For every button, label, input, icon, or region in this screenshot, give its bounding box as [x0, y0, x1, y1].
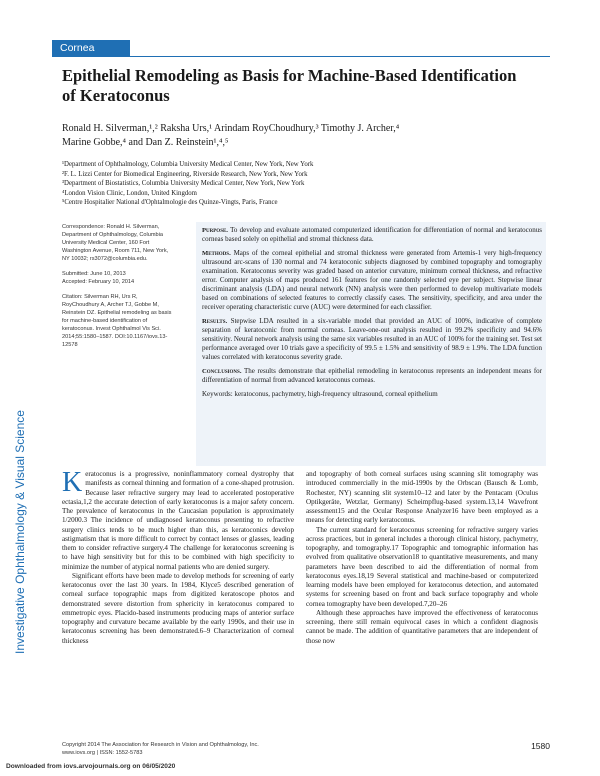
drop-cap: K	[62, 467, 83, 498]
affiliation: ⁵Centre Hospitalier National d'Ophtalmologie des Quinze-Vingts, Paris, France	[62, 199, 278, 206]
citation: Citation: Silverman RH, Urs R, RoyChoudhury A, Archer TJ, Gobbe M, Reinstein DZ. Epithelial remodeling as basis for machine-based identification of keratoconus. Invest Ophthalmol Vis Sci. 2014;55:1580–1587. DOI:10.1167/iovs.13-12578	[62, 294, 172, 348]
correspondence: Correspondence: Ronald H. Silverman, Department of Ophthalmology, Columbia University Medical Center, 160 Fort Washington Avenue, Room 711, New York, NY 10032; rs3072@columbia.edu.	[62, 224, 169, 262]
page-number: 1580	[531, 741, 550, 751]
download-notice: Downloaded from iovs.arvojournals.org on 06/05/2020	[6, 763, 176, 770]
purpose-label: Purpose.	[202, 227, 228, 234]
results-text: Stepwise LDA resulted in a six-variable model that provided an AUC of 100%, indicative of complete separation of keratoconic from normal corneas. Leave-one-out analysis resulted in 99.2% specificity and 94.6% sensitivity. Neural network analysis using the same six variables resulted in an AUC of 100% for the training set. Test set performance averaged over 10 trials gave a specificity of 99.5 ± 1.5% and sensitivity of 98.9 ± 1.9%. The LDA function values correlated with keratoconus severity grade.	[202, 317, 542, 361]
author-line-1: Ronald H. Silverman,¹,² Raksha Urs,¹ Arindam RoyChoudhury,³ Timothy J. Archer,⁴	[62, 123, 400, 134]
conclusions-text: The results demonstrate that epithelial remodeling in keratoconus represents an independent means for differentiation of normal from advanced keratoconus corneas.	[202, 367, 542, 384]
section-tab: Cornea	[52, 40, 130, 56]
article-title: Epithelial Remodeling as Basis for Machine-Based Identification of Keratoconus	[62, 66, 517, 105]
body-column-left	[62, 467, 294, 646]
issn-text: www.iovs.org | ISSN: 1552-5783	[62, 750, 143, 756]
affiliations	[62, 160, 542, 208]
results-label: Results.	[202, 318, 228, 325]
purpose-text: To develop and evaluate automated computerized identification for differentiation of normal and keratoconus corneas based solely on epithelial and stromal thickness data.	[202, 226, 542, 243]
body-paragraph: The current standard for keratoconus screening for refractive surgery varies across practices, but in general includes a thorough clinical history, pachymetry, topography, and tomography.17 Topographic and tomographic information has evolved from qualitative observation18 to quantitative measurements, and many parameters have been described to aid the differentiation of normal from keratoconus eyes.18,19 Several statistical and machine-based or computerized learning models have been employed for keratoconus detection, and automated systems for screening based on front and back surface topography and whole cornea tomography have been developed.7,20–26	[306, 525, 538, 608]
accepted-date: Accepted: February 10, 2014	[62, 279, 135, 285]
body-column-right	[306, 470, 538, 646]
author-line-2: Marine Gobbe,⁴ and Dan Z. Reinstein¹,⁴,⁵	[62, 137, 229, 148]
body-paragraph: Significant efforts have been made to develop methods for screening of early keratoconus over the last 30 years. In 1984, Klyce5 described generation of corneal surface topographic maps from digitized keratoscope photos and demonstrated severe distortion from sphericity in keratoconus compared to emmetropic eyes. Placido-based instruments producing maps of anterior surface topography and curvature became available by the early 1990s, and their use in keratoconus screening has been demonstrated.6–9 Characterization of corneal thickness	[62, 571, 294, 645]
conclusions-label: Conclusions.	[202, 368, 242, 375]
article-info-sidebar	[62, 223, 176, 356]
affiliation: ⁴London Vision Clinic, London, United Kingdom	[62, 189, 197, 197]
body-paragraph: eratoconus is a progressive, noninflammatory corneal dystrophy that manifests as corneal thinning and formation of a cone-shaped protrusion. Because laser refractive surgery may lead to accelerated postoperative ectasia,1,2 the accurate detection of early keratoconus is a major safety concern. The prevalence of keratoconus in the Caucasian population is approximately 1/2000.3 The incidence of undiagnosed keratoconus presenting to refractive surgery clinics tends to be much higher than this, as keratoconics develop astigmatism that is more difficult to correct by contact lenses or glasses, leading them to consider refractive surgery.4 The challenge for keratoconus screening is to have high sensitivity but for this to be combined with high specificity to minimize the number of atypical normal patients who are denied surgery.	[62, 470, 294, 571]
copyright-text: Copyright 2014 The Association for Research in Vision and Ophthalmology, Inc.	[62, 742, 259, 748]
abstract	[202, 226, 542, 404]
affiliation: ²F. L. Lizzi Center for Biomedical Engineering, Riverside Research, New York, New York	[62, 170, 308, 178]
methods-text: Maps of the corneal epithelial and stromal thickness were generated from Artemis-1 very high-frequency ultrasound arc-scans of 130 normal and 74 keratoconic subjects diagnosed by combined topography and tomography examination. Keratoconus severity was graded based on anterior curvature, minimum corneal thickness, and refractive error. Computer analysis of maps produced 161 features for one randomly selected eye per subject. Stepwise linear discriminant analysis (LDA) and neural network (NN) analysis were then performed to develop multivariate models based on combinations of selected features to correctly classify cases. The sensitivity, specificity, and area under the receiver operating characteristic curve (AUC) were determined for each classifier.	[202, 249, 543, 311]
methods-label: Methods.	[202, 250, 231, 257]
author-list	[62, 122, 542, 150]
affiliation: ¹Department of Ophthalmology, Columbia University Medical Center, New York, New York	[62, 161, 314, 168]
keywords: Keywords: keratoconus, pachymetry, high-frequency ultrasound, corneal epithelium	[202, 390, 438, 398]
body-paragraph: and topography of both corneal surfaces using scanning slit tomography was introduced commercially in the mid-1990s by the Orbscan (Bausch & Lomb, Rochester, NY) scanning slit system10–12 and later by the Pentacam (Oculus Optikgeräte, Wetzlar, Germany) Scheimpflug-based system.13,14 Wavefront assessment15 and the Ocular Response Analyzer16 have been employed as a means for detecting early keratoconus.	[306, 470, 538, 525]
footer-copyright	[62, 741, 362, 757]
submitted-date: Submitted: June 10, 2013	[62, 271, 126, 277]
section-rule	[52, 56, 550, 57]
body-paragraph: Although these approaches have improved the effectiveness of keratoconus screening, there still remain equivocal cases in which a confident diagnosis cannot be made. The addition of quantitative parameters that are independent of those now	[306, 608, 538, 645]
journal-name-vertical: Investigative Ophthalmology & Visual Science	[13, 410, 27, 654]
affiliation: ³Department of Biostatistics, Columbia University Medical Center, New York, New York	[62, 180, 305, 187]
